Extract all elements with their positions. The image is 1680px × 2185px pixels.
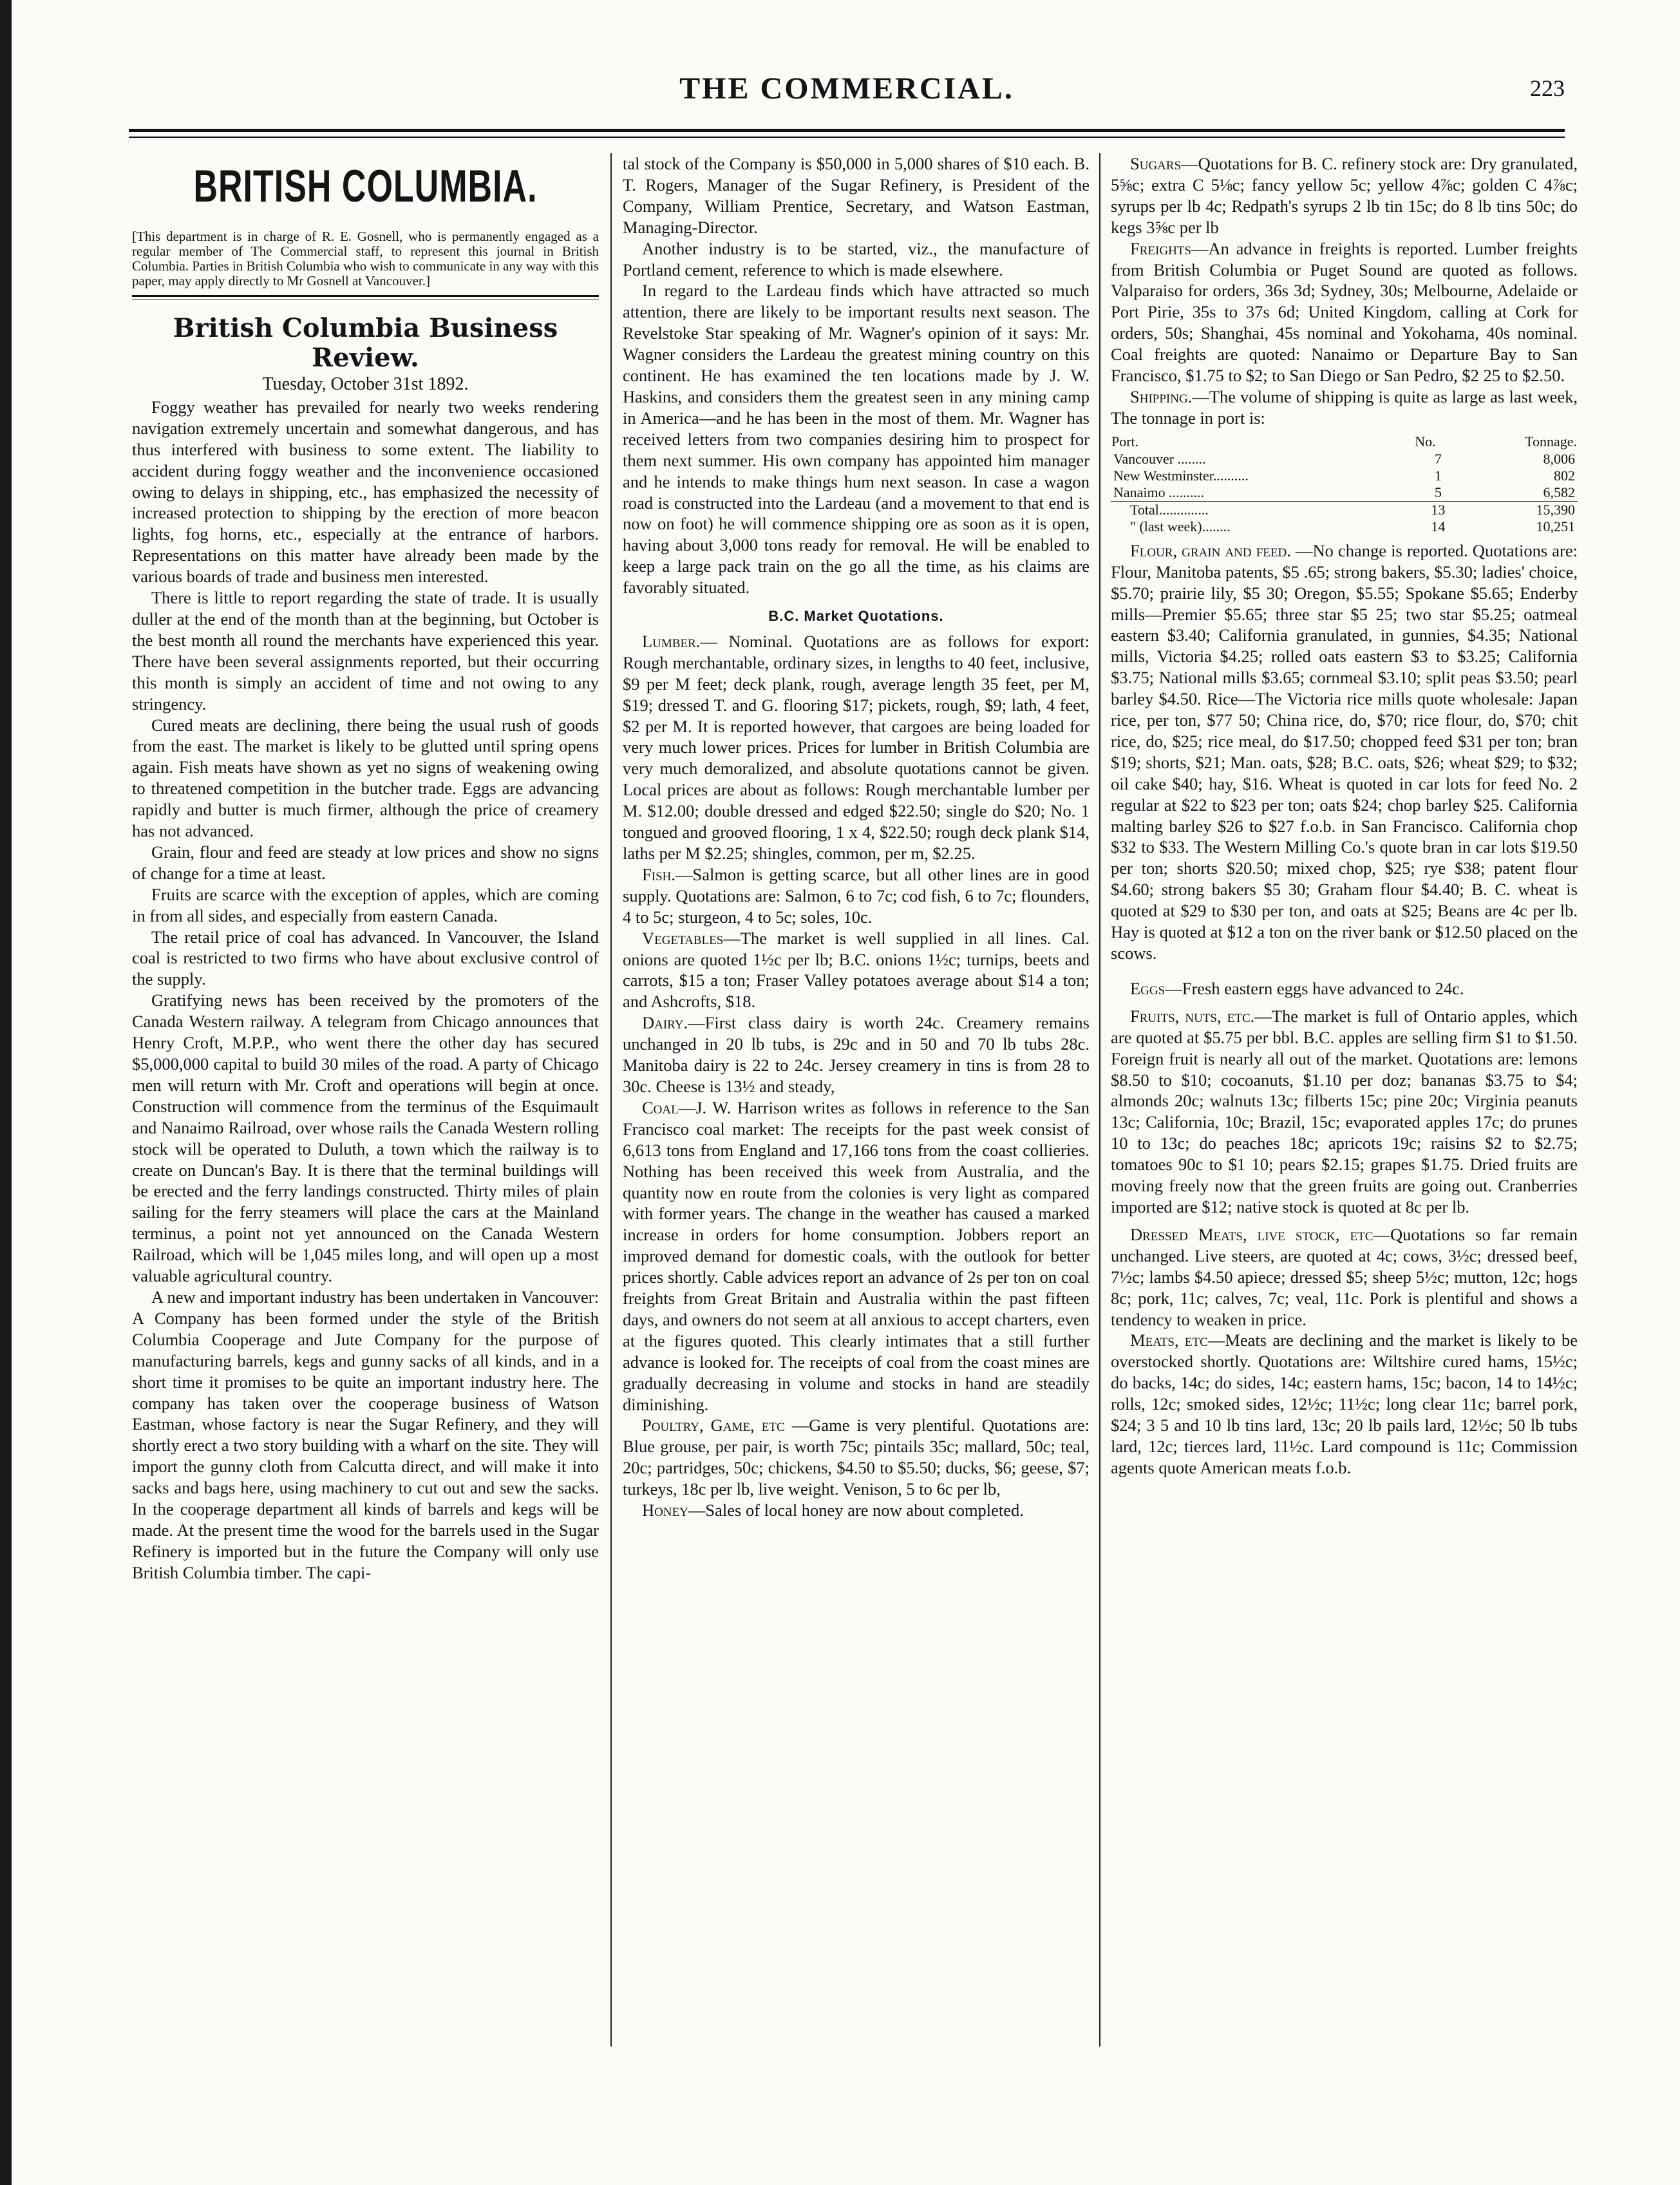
table-cell: Total.............. (1111, 501, 1414, 518)
table-row-last-week (1111, 518, 1578, 535)
paragraph: tal stock of the Company is $50,000 in 5,000 shares of $10 each. B. T. Rogers, Manager of the Sugar Refinery, is President of the Company, William Prentice, Secretary, and Watson Eastman, Managing-Director. (623, 154, 1090, 237)
paragraph: In regard to the Lardeau finds which have attracted so much attention, there are likely to be important results next season. The Revelstoke Star speaking of Mr. Wagner's opinion of it says: Mr. Wagner considers the Lardeau the greatest mining country on this continent. He has examined the ten locations made by J. W. Haskins, and considers them the greatest seen in any mining camp in America—and he has been in the most of them. Mr. Wagner has received letters from two companies desiring him to prospect for them next summer. His own company has appointed him manager and he intends to make things hum next season. In case a wagon road is constructed into the Lardeau (and a movement to that end is now on foot) he will commence shipping ore as soon as it is open, having about 3,000 tons ready for removal. He will be enabled to keep a large pack train on the go all the time, as his claims are favorably situated. (623, 281, 1090, 598)
market-item (623, 1415, 1090, 1500)
market-item-text: —Sales of local honey are now about completed. (688, 1500, 1024, 1520)
table-header: Port. (1111, 433, 1139, 449)
paragraph: Another industry is to be started, viz., the manufacture of Portland cement, reference to which is made elsewhere. (623, 238, 1090, 279)
market-item-text: —An advance in freights is reported. Lumber freights from British Columbia or Puget Sound are quoted as follows. Valparaiso for orders, 36s 3d; Sydney, 30s; Melbourne, Adelaide or Port Pirie, 35s to 37s 6d; United Kingdom, calling at Cork for orders, 50s; Shanghai, 45s nominal and Yokohama, 40s nominal. Coal freights are quoted: Nanaimo or Departure Bay to San Francisco, $1.75 to $2; to San Diego or San Pedro, $2 25 to $2.50. (1111, 238, 1578, 386)
table-cell: Nanaimo .......... (1113, 484, 1205, 500)
table-cell: 802 (1554, 467, 1575, 484)
market-item-lead: Meats, etc (1130, 1330, 1208, 1350)
scan-edge (0, 0, 12, 2185)
table-row (1111, 451, 1578, 468)
market-item-lead: Shipping. (1130, 386, 1193, 406)
market-item-lead: Vegetables (642, 928, 724, 948)
market-item-text: —No change is reported. Quotations are: Flour, Manitoba patents, $5 .65; strong bakers, $5.30; ladies' choice, $5.70; prairie lily, $5 30; Oregon, $5.55; Spokane $5.65; Enderby mills—Premier $5.65; three star $5 25; two star $5.25; oatmeal eastern $3.40; California granulated, in gunnies, $4.35; National mills, Victoria $4.25; rolled oats eastern $3 to $3.25; California $3.75; National mills $3.65; cornmeal $3.10; split peas $3.50; pearl barley $4.50. Rice—The Victoria rice mills quote wholesale: Japan rice, per ton, $77 50; China rice, do, $70; rice flour, do, $70; chit rice, do, $25; rice meal, do $17.50; chopped feed $31 per ton; bran $19; shorts, $21; Man. oats, $28; B.C. oats, $26; wheat $29; to $32; oil cake $40; hay, $16. Wheat is quoted in car lots for feed No. 2 regular at $22 to $23 per ton; oats $24; chop barley $25. California malting barley $26 to $27 f.o.b. in San Francisco. California chop $32 to $33. The Western Milling Co.'s quote bran in car lots $19.50 per ton; shorts $20.50; mixed chop, $25; rye $38; patent flour $4.60; strong bakers $5 30; Graham flour $4.40; B. C. wheat is quoted at $29 to $30 per ton, and oats at $25; Beans are 4c per lb. Hay is quoted at $12 a ton on the river bank or $12.50 placed on the scows. (1111, 540, 1578, 963)
paragraph: There is little to report regarding the state of trade. It is usually duller at the end of the month than at the beginning, but October is the best month all round the merchants have experienced this year. There have been several assignments reported, but their occurring this month is simply an accident of time and not owing to any stringency. (132, 588, 599, 714)
market-item-text: —First class dairy is worth 24c. Creamery remains unchanged in 20 lb tubs, is 29c and in 50 and 70 lb tubs 28c. Manitoba dairy is 22 to 24c. Jersey creamery in tins is from 28 to 30c. Cheese is 13½ and steady, (623, 1013, 1090, 1096)
paragraph: Foggy weather has prevailed for nearly two weeks rendering navigation extremely uncertain and somewhat dangerous, and has thus interfered with business to some extent. The liability to accident during foggy weather and the inconvenience occasioned owing to delays in shipping, etc., has emphasized the necessity of increased protection to shipping by the erection of more beacon lights, fog horns, etc., especially at the entrance of harbors. Representations on this matter have already been made by the various boards of trade and business men interested. (132, 397, 599, 587)
market-item (1111, 386, 1578, 429)
market-item-text: —J. W. Harrison writes as follows in reference to the San Francisco coal market: The receipts for the past week consist of 6,613 tons from England and 17,166 tons from the coast collieries. Nothing has been received this week from Australia, and the quantity now en route from the colonies is very light as compared with former years. The change in the weather has caused a marked increase in orders for home consumption. Jobbers report an improved demand for domestic coals, with the outlook for better prices shortly. Cable advices report an advance of 2s per ton on coal freights from Great Britain and Australia within the past fifteen days, and owners do not seem at all anxious to accept charters, even at the figures quoted. This clearly intimates that a still further advance is looked for. The receipts of coal from the coast mines are gradually decreasing in volume and stocks in hand are steadily diminishing. (623, 1097, 1090, 1414)
header-rule-thick (129, 129, 1565, 132)
market-item (623, 1097, 1090, 1415)
market-item-lead: Coal (642, 1097, 679, 1117)
shipping-table (1111, 433, 1578, 535)
market-item (1111, 238, 1578, 386)
market-item-text: — Nominal. Quotations are as follows for export: Rough merchantable, ordinary sizes, in lengths to 40 feet, inclusive, $9 per M feet; deck plank, rough, average length 35 feet, per M, $19; dressed T. and G. flooring $17; pickets, rough, $9; lath, 4 feet, $2 per M. It is reported however, that cargoes are being loaded for very much lower prices. Prices for lumber in British Columbia are very much demoralized, and absolute quotations cannot be given. Local prices are about as follows: Rough merchantable lumber per M. $12.00; double dressed and edged $22.50; single do $20; No. 1 tongued and grooved flooring, 1 x 4, $22.50; rough deck plank $14, laths per M $2.25; shingles, common, per m, $2.25. (623, 631, 1090, 863)
market-item-lead: Honey (642, 1500, 688, 1520)
section-rule (132, 295, 599, 299)
table-cell: 14 (1431, 518, 1446, 534)
paragraph: Cured meats are declining, there being the usual rush of goods from the east. The market is likely to be glutted until spring opens again. Fish meats have shown as yet no signs of weakening owing to threatened competition in the butcher trade. Eggs are advancing rapidly and butter is much firmer, although the price of creamery has not advanced. (132, 715, 599, 841)
section-title: BRITISH COLUMBIA. (193, 161, 538, 213)
article-date: Tuesday, October 31st 1892. (262, 374, 469, 394)
market-item-lead: Eggs (1130, 978, 1166, 998)
market-item-lead: Poultry, Game, etc (642, 1415, 785, 1435)
table-row-total (1111, 501, 1578, 518)
paragraph: Fruits are scarce with the exception of apples, which are coming in from all sides, and especially from eastern Canada. (132, 884, 599, 925)
market-item (1111, 540, 1578, 964)
page-header (129, 71, 1565, 109)
column-3 (1111, 153, 1578, 1479)
market-item (623, 1500, 1090, 1521)
column-1 (132, 153, 599, 1584)
article-title: British Columbia Business Review. (173, 313, 558, 373)
table-cell: New Westminster.......... (1113, 467, 1249, 484)
market-item (1111, 1224, 1578, 1330)
table-row (1111, 484, 1578, 502)
market-item (623, 631, 1090, 864)
market-item (1111, 1006, 1578, 1218)
table-cell: 7 (1434, 450, 1442, 467)
market-item (623, 1012, 1090, 1097)
market-item (1111, 1330, 1578, 1478)
table-cell: " (last week)........ (1130, 518, 1231, 534)
table-cell: Vancouver ........ (1113, 450, 1206, 467)
paragraph: A new and important industry has been undertaken in Vancouver: A Company has been formed under the style of the British Columbia Cooperage and Jute Company for the purpose of manufacturing barrels, kegs and gunny sacks of all kinds, and in a short time it promises to be quite an important industry here. The company has taken over the cooperage business of Watson Eastman, whose factory is near the Sugar Refinery, and they will shortly erect a two story building with a wharf on the site. They will import the gunny cloth from Calcutta direct, and will make it into sacks and bags here, using machinery to cut out and sew the sacks. In the cooperage department all kinds of barrels and kegs will be made. At the present time the wood for the barrels used in the Sugar Refinery is imported but in the future the Company will only use British Columbia timber. The capi- (132, 1287, 599, 1582)
market-item-lead: Lumber. (642, 631, 701, 651)
column-2 (623, 153, 1090, 1521)
market-item-text: —Game is very plentiful. Quotations are: Blue grouse, per pair, is worth 75c; pintails 35c; mallard, 50c; teal, 20c; partridges, 50c; chickens, $4.50 to $5.50; ducks, $6; geese, $7; turkeys, 18c per lb, live weight. Venison, 5 to 6c per lb, (623, 1415, 1090, 1499)
market-item (623, 864, 1090, 928)
column-divider-1 (610, 153, 612, 2047)
market-item-text: —The market is full of Ontario apples, which are quoted at $5.75 per bbl. B.C. apples are selling firm $1 to $1.50. Foreign fruit is nearly all out of the market. Quotations are: lemons $8.50 to $10; cocoanuts, $1.10 per doz; bananas $3.75 to $4; almonds 20c; walnuts 13c; filberts 15c; pine 20c; Virginia peanuts 13c; California, 10c; Brazil, 15c; evaporated apples 17c; do prunes 10 to 13c; do peaches 18c; apricots 19c; raisins $2 to $2.75; tomatoes 90c to $1 10; pears $2.15; grapes $1.75. Dried fruits are moving freely now that the green fruits are going out. Cranberries imported are $12; native stock is quoted at 8c per lb. (1111, 1006, 1578, 1216)
market-item-text: —Fresh eastern eggs have advanced to 24c. (1165, 978, 1464, 998)
table-cell: 13 (1414, 501, 1462, 518)
market-item-lead: Fish. (642, 864, 675, 884)
table-cell: 8,006 (1543, 450, 1575, 467)
table-cell: 5 (1434, 484, 1442, 500)
market-item-lead: Freights (1130, 238, 1191, 258)
market-item-lead: Sugars (1130, 154, 1182, 173)
column-divider-2 (1099, 153, 1100, 2047)
table-header: No. (1415, 433, 1436, 449)
market-item-text: —The volume of shipping is quite as large as last week, The tonnage in port is: (1111, 386, 1578, 428)
table-cell: 10,251 (1536, 518, 1575, 534)
page-number: 223 (1530, 75, 1565, 101)
table-cell: 1 (1434, 467, 1442, 484)
market-quotations-heading: B.C. Market Quotations. (768, 608, 944, 625)
market-item-text: —Quotations for B. C. refinery stock are: Dry granulated, 5⅝c; extra C 5⅛c; fancy yellow 5c; yellow 4⅞c; golden C 4⅞c; syrups per lb 4c; Redpath's syrups 2 lb tin 15c; do 8 lb tins 50c; do kegs 3⅝c per lb (1111, 154, 1578, 237)
market-item-text: —The market is well supplied in all lines. Cal. onions are quoted 1½c per lb; B.C. onions 1½c; turnips, beets and carrots, $15 a ton; Fraser Valley potatoes average about $14 a ton; and Ashcrofts, $18. (623, 928, 1090, 1012)
market-item (623, 928, 1090, 1013)
table-cell: 15,390 (1462, 501, 1578, 518)
department-note: [This department is in charge of R. E. Gosnell, who is permanently engaged as a regular member of The Commercial staff, to represent this journal in British Columbia. Parties in British Columbia who wish to communicate in any way with this paper, may apply directly to Mr Gosnell at Vancouver.] (132, 229, 599, 288)
market-item-lead: Dressed Meats, live stock, etc (1130, 1224, 1373, 1244)
market-item-lead: Fruits, nuts, etc. (1130, 1006, 1255, 1026)
paragraph: Gratifying news has been received by the promoters of the Canada Western railway. A telegram from Chicago announces that Henry Croft, M.P.P., who went there the other day has secured $5,000,000 capital to build 30 miles of the road. A party of Chicago men will return with Mr. Croft and operations will begin at once. Construction will commence from the terminus of the Esquimault and Nanaimo Railroad, over whose rails the Canada Western rolling stock will be operated to Duluth, a town which the railway is to create on Duncan's Bay. It is there that the terminal buildings will be erected and the ferry landings constructed. Thirty miles of plain sailing for the ferry steamers will place the cars at the Mainland terminus, a point not yet announced on the Canada Western Railroad, which will be 1,045 miles long, and will open up a most valuable agricultural country. (132, 990, 599, 1286)
market-item-text: —Meats are declining and the market is likely to be overstocked shortly. Quotations are: Wiltshire cured hams, 15½c; do backs, 14c; do sides, 14c; eastern hams, 15c; bacon, 14 to 14½c; rolls, 12c; smoked sides, 12½c; 11½c; long clear 11c; barrel pork, $24; 3 5 and 10 lb tins lard, 13c; 20 lb pails lard, 12½c; 50 lb tubs lard, 12c; tierces lard, 11½c. Lard compound is 11c; Commission agents quote American meats f.o.b. (1111, 1330, 1578, 1477)
table-header: Tonnage. (1525, 433, 1577, 449)
header-rule-thin (129, 137, 1565, 138)
paragraph: The retail price of coal has advanced. In Vancouver, the Island coal is restricted to two firms who have about exclusive control of the supply. (132, 927, 599, 989)
market-item-text: —Salmon is getting scarce, but all other lines are in good supply. Quotations are: Salmon, 6 to 7c; cod fish, 6 to 7c; flounders, 4 to 5c; sturgeon, 4 to 5c; soles, 10c. (623, 864, 1090, 927)
market-item (1111, 153, 1578, 238)
table-cell: 6,582 (1543, 484, 1575, 500)
paragraph: Grain, flour and feed are steady at low prices and show no signs of change for a time at least. (132, 842, 599, 883)
market-item-lead: Dairy. (642, 1013, 688, 1033)
market-item (1111, 978, 1578, 999)
market-item-text: —Quotations so far remain unchanged. Live steers, are quoted at 4c; cows, 3½c; dressed beef, 7½c; lambs $4.50 apiece; dressed $5; sheep 5½c; mutton, 12c; hogs 8c; pork, 11c; calves, 7c; veal, 11c. Pork is plentiful and shows a tendency to weaken in price. (1111, 1224, 1578, 1329)
table-row (1111, 468, 1578, 484)
masthead-title: THE COMMERCIAL. (679, 71, 1014, 106)
market-item-lead: Flour, grain and feed. (1130, 540, 1291, 560)
